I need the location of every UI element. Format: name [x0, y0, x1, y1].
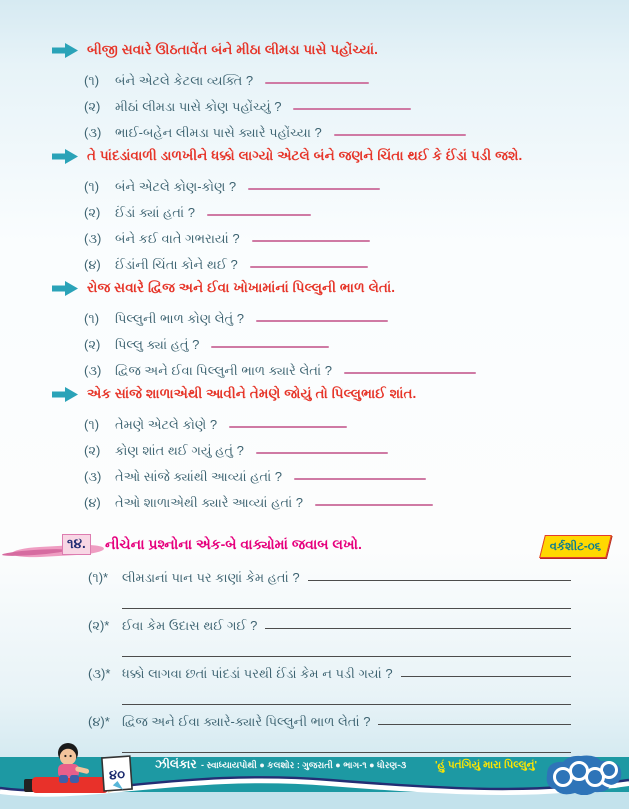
question-number: (૩)	[84, 231, 102, 246]
question-text: ઈંડાંની ચિંતા કોને થઈ ?	[115, 257, 238, 272]
footer-lesson-title: 'હું પતંગિયું મારા પિલ્લુનું'	[434, 759, 537, 771]
answer-blank-line	[229, 426, 347, 428]
exercise-question-row	[88, 614, 571, 634]
question-text: કોણ શાંત થઈ ગયું હતું ?	[115, 443, 244, 458]
boy-on-pencil-mascot-illustration	[18, 741, 148, 803]
answer-blank-line	[122, 608, 571, 609]
exercise-question-row	[88, 566, 571, 586]
question-number: (૪)*	[88, 714, 110, 729]
footer-series-info	[155, 755, 406, 773]
answer-blank-line	[294, 478, 426, 480]
answer-blank-line	[293, 108, 411, 110]
answer-blank-line	[308, 580, 571, 581]
answer-blank-line	[207, 214, 311, 216]
question-row	[0, 174, 629, 200]
answer-blank-line	[344, 372, 476, 374]
answer-blank-line	[250, 266, 368, 268]
exercise-heading-row	[0, 532, 629, 566]
answer-blank-line	[211, 346, 329, 348]
section-heading: તે પાંદડાંવાળી ડાળખીને ધક્કો લાગ્યો એટલે બંને જણને ચિંતા થઈ કે ઈંડાં પડી જશે.	[87, 148, 523, 163]
question-section	[0, 40, 629, 146]
question-row	[0, 464, 629, 490]
question-text: તેઓ શાળાએથી ક્યારે આવ્યાં હતાં ?	[115, 495, 303, 510]
answer-blank-line	[256, 320, 388, 322]
question-number: (૪)	[84, 495, 101, 510]
question-number: (૧)	[84, 179, 100, 194]
series-name: ઝીલંકાર	[155, 757, 197, 771]
exercise-block	[0, 532, 629, 758]
worksheet-badge	[539, 535, 612, 558]
answer-blank-line	[122, 656, 571, 657]
exercise-question-row	[88, 662, 571, 682]
answer-blank-line	[265, 628, 571, 629]
question-text: પિલ્લુની ભાળ કોણ લેતું ?	[115, 311, 244, 326]
answer-blank-line	[265, 82, 369, 84]
question-number: (૨)	[84, 337, 101, 352]
question-number: (૩)	[84, 469, 102, 484]
question-row	[0, 252, 629, 278]
question-row	[0, 200, 629, 226]
section-heading-row	[0, 278, 629, 298]
question-number: (૨)	[84, 443, 101, 458]
exercise-question	[0, 614, 629, 662]
question-text: મીઠાં લીમડા પાસે કોણ પહોંચ્યું ?	[115, 99, 282, 114]
question-row	[0, 438, 629, 464]
answer-blank-line	[378, 724, 571, 725]
page-footer	[0, 745, 629, 809]
arrow-bullet-icon	[52, 149, 78, 164]
question-text: તેમણે એટલે કોણે ?	[115, 417, 218, 432]
question-row	[0, 358, 629, 384]
page-number: ૪૦	[108, 766, 126, 783]
question-text: ભાઈ-બહેન લીમડા પાસે ક્યારે પહોંચ્યા ?	[115, 125, 322, 140]
question-text: દ્વિજ અને ઈવા ક્યારે-ક્યારે પિલ્લુની ભાળ લેતાં ?	[122, 714, 371, 729]
answer-blank-line	[122, 704, 571, 705]
exercise-question-row	[88, 710, 571, 730]
question-number: (૧)	[84, 417, 100, 432]
answer-blank-line	[248, 188, 380, 190]
answer-blank-line	[334, 134, 466, 136]
question-row	[0, 94, 629, 120]
exercise-heading: નીચેના પ્રશ્નોના એક-બે વાક્યોમાં જવાબ લખો.	[105, 536, 362, 552]
section-heading-row	[0, 384, 629, 404]
arrow-bullet-icon	[52, 281, 78, 296]
worksheet-badge-label: વર્કશીટ-૦૬	[549, 541, 601, 553]
answer-blank-line	[401, 676, 571, 677]
question-text: બંને એટલે કોણ-કોણ ?	[115, 179, 237, 194]
question-number: (૧)	[84, 73, 100, 88]
question-row	[0, 68, 629, 94]
section-heading-row	[0, 146, 629, 166]
question-row	[0, 226, 629, 252]
question-number: (૪)	[84, 257, 101, 272]
question-text: બંને એટલે કેટલા વ્યક્તિ ?	[115, 73, 254, 88]
page-content	[0, 40, 629, 758]
question-text: તેઓ સાંજે ક્યાંથી આવ્યાં હતાં ?	[115, 469, 283, 484]
page-number-board	[102, 756, 132, 791]
publisher-rings-logo	[541, 755, 627, 795]
question-text: બંને કઈ વાતે ગભરાયાં ?	[115, 231, 240, 246]
question-section	[0, 384, 629, 516]
question-number: (૧)	[84, 311, 100, 326]
question-section	[0, 278, 629, 384]
question-text: ઈવા કેમ ઉદાસ થઈ ગઈ ?	[122, 618, 258, 633]
section-heading-row	[0, 40, 629, 60]
question-number: (૨)	[84, 99, 101, 114]
answer-blank-line	[315, 504, 433, 506]
question-number: (૩)	[84, 125, 102, 140]
question-row	[0, 120, 629, 146]
question-number: (૩)	[84, 363, 102, 378]
question-row	[0, 490, 629, 516]
answer-blank-line	[256, 452, 388, 454]
arrow-bullet-icon	[52, 387, 78, 402]
question-row	[0, 306, 629, 332]
exercise-question	[0, 662, 629, 710]
question-text: પિલ્લુ ક્યાં હતું ?	[115, 337, 200, 352]
question-number: (૨)*	[88, 618, 110, 633]
arrow-bullet-icon	[52, 43, 78, 58]
section-heading: રોજ સવારે દ્વિજ અને ઈવા ખોખામાંનાં પિલ્લુની ભાળ લેતાં.	[87, 280, 396, 295]
question-row	[0, 332, 629, 358]
section-heading: બીજી સવારે ઊઠતાવેંત બંને મીઠા લીમડા પાસે પહોંચ્યાં.	[87, 42, 378, 57]
question-text: લીમડાનાં પાન પર કાણાં કેમ હતાં ?	[122, 570, 300, 585]
question-number: (૨)	[84, 205, 101, 220]
question-number: (૩)*	[88, 666, 111, 681]
question-number: (૧)*	[88, 570, 109, 585]
question-section	[0, 146, 629, 278]
answer-blank-line	[252, 240, 370, 242]
question-row	[0, 412, 629, 438]
exercise-question	[0, 566, 629, 614]
question-text: ઈંડાં ક્યાં હતાં ?	[115, 205, 195, 220]
section-heading: એક સાંજે શાળાએથી આવીને તેમણે જોયું તો પિલ્લુભાઈ શાંત.	[87, 386, 417, 401]
question-text: ધક્કો લાગવા છતાં પાંદડાં પરથી ઈંડાં કેમ ન પડી ગયાં ?	[122, 666, 393, 681]
series-details: - સ્વાધ્યાયપોથી ● કલશોર : ગુજરાતી ● ભાગ-૧ ● ધોરણ-૩	[201, 760, 407, 770]
question-text: દ્વિજ અને ઈવા પિલ્લુની ભાળ ક્યારે લેતાં ?	[115, 363, 332, 378]
exercise-number-box: ૧૪.	[62, 534, 91, 555]
